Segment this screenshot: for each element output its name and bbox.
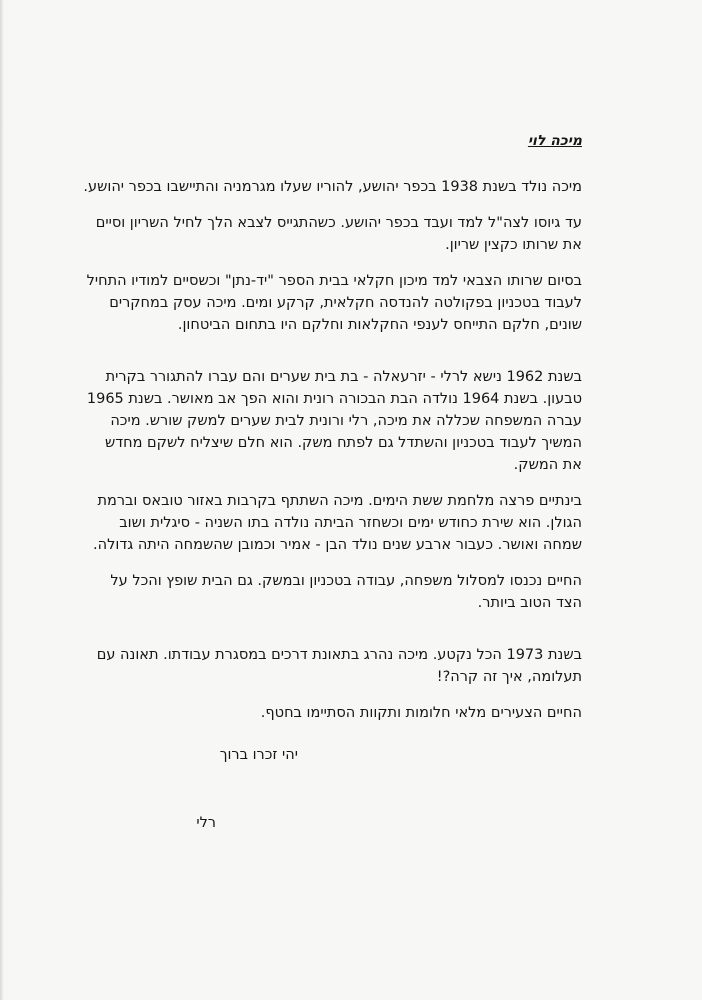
paragraph-accident: בשנת 1973 הכל נקטע. מיכה נהרג בתאונת דרכים במסגרת עבודתו. תאונה עם תעלומה, איך זה קרה?! — [96, 647, 582, 685]
page-edge-shadow — [0, 0, 4, 1000]
paragraph-ending: החיים הצעירים מלאי חלומות ותקוות הסתיימו בחטף. — [260, 705, 582, 721]
paragraph-birth: מיכה נולד בשנת 1938 בכפר יהושע, להוריו שעלו מגרמניה והתיישבו בכפר יהושע. — [83, 179, 582, 195]
signature: רלי — [196, 815, 216, 831]
letter-title: מיכה לוי — [527, 133, 582, 149]
paragraph-army: עד גיוסו לצה"ל למד ועבד בכפר יהושע. כשהתגייס לצבא הלך לחיל השריון וסיים את שרותו כקצין שריון. — [95, 215, 582, 253]
paragraph-studies: בסיום שרותו הצבאי למד מיכון חקלאי בבית הספר "יד-נתן" וכשסיים למודיו התחיל לעבוד בטכניון בפקולטה להנדסה חקלאית, קרקע ומים. מיכה עסק במחקרים שונים, חלקם התייחס לענפי החקלאות וחלקם היו בתחום הביטחון. — [86, 273, 582, 333]
letter-body — [82, 130, 582, 738]
paragraph-life: החיים נכנסו למסלול משפחה, עבודה בטכניון ובמשק. גם הבית שופץ והכל על הצד הטוב ביותר. — [110, 573, 582, 611]
closing-line: יהי זכרו ברוך — [219, 747, 298, 763]
paragraph-six-day-war: בינתיים פרצה מלחמת ששת הימים. מיכה השתתף בקרבות באזור טובאס וברמת הגולן. הוא שירת כחודש ימים וכשחזר הביתה נולדה בתו השניה - סיגלית ושוב שמחה ואושר. כעבור ארבע שנים נולד הבן - אמיר וכמובן שהשמחה היתה גדולה. — [93, 493, 582, 553]
paragraph-family: בשנת 1962 נישא לרלי - יזרעאלה - בת בית שערים והם עברו להתגורר בקרית טבעון. בשנת 1964 נולדה הבת הבכורה רונית והוא הפך אב מאושר. בשנת 1965 עברה המשפחה שכללה את מיכה, רלי ורונית לבית שערים למשק שורש. מיכה המשיך לעבוד בטכניון והשתדל גם לפתח משק. הוא חלם שיצליח לשקם מחדש את המשק. — [86, 369, 582, 473]
